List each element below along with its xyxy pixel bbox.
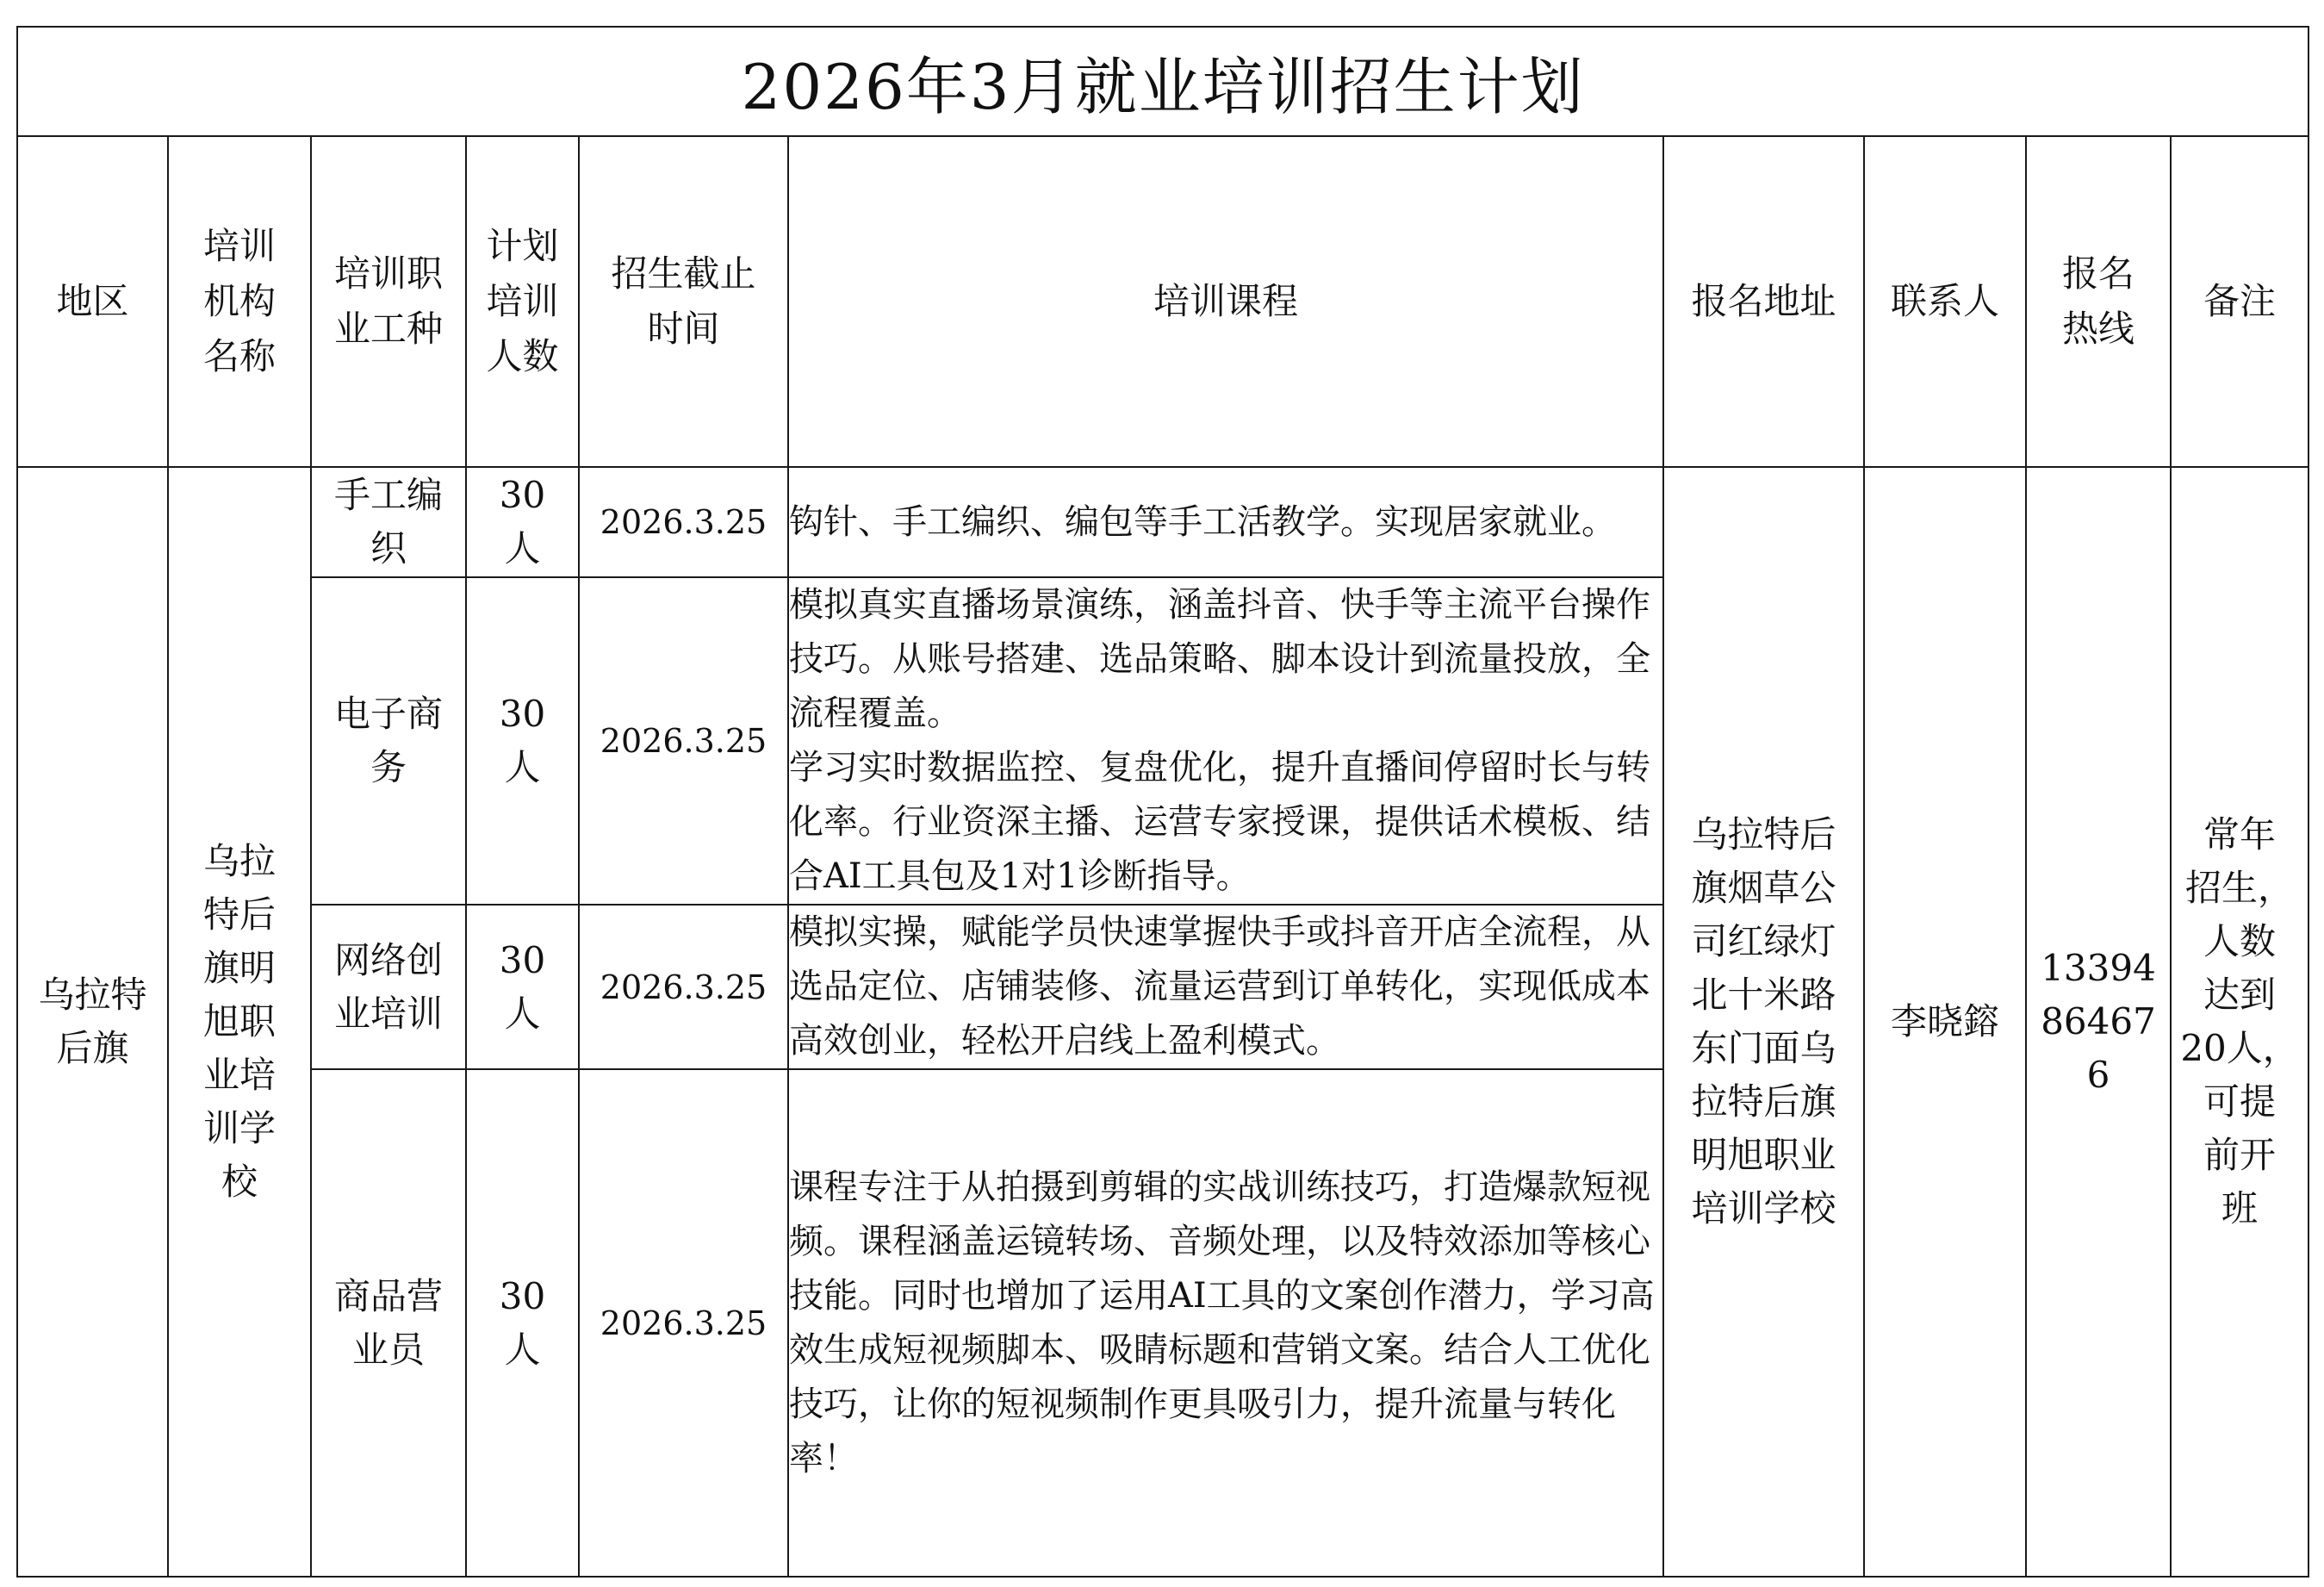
deadline-cell: 2026.3.25 — [579, 905, 788, 1069]
header-planned-count: 计划 培训 人数 — [466, 136, 579, 467]
header-remarks: 备注 — [2171, 136, 2308, 467]
count-cell: 30 人 — [466, 1069, 579, 1577]
header-address: 报名地址 — [1663, 136, 1864, 467]
page-title: 2026年3月就业培训招生计划 — [17, 27, 2308, 136]
region-cell: 乌拉特 后旗 — [17, 467, 168, 1577]
header-hotline: 报名 热线 — [2026, 136, 2171, 467]
occupation-cell: 手工编 织 — [311, 467, 466, 577]
contact-cell: 李晓鎔 — [1864, 467, 2026, 1577]
course-cell: 钩针、手工编织、编包等手工活教学。实现居家就业。 — [788, 467, 1663, 577]
course-cell: 模拟真实直播场景演练，涵盖抖音、快手等主流平台操作技巧。从账号搭建、选品策略、脚本设计到流量投放，全流程覆盖。 学习实时数据监控、复盘优化，提升直播间停留时长与转化率。行业资深主播、运营专家授课，提供话术模板、结合AI工具包及1对1诊断指导。 — [788, 577, 1663, 905]
course-cell: 课程专注于从拍摄到剪辑的实战训练技巧，打造爆款短视频。课程涵盖运镜转场、音频处理，以及特效添加等核心技能。同时也增加了运用AI工具的文案创作潜力，学习高效生成短视频脚本、吸睛标题和营销文案。结合人工优化技巧，让你的短视频制作更具吸引力，提升流量与转化率！ — [788, 1069, 1663, 1577]
header-occupation: 培训职 业工种 — [311, 136, 466, 467]
occupation-cell: 电子商 务 — [311, 577, 466, 905]
header-institution: 培训 机构 名称 — [168, 136, 311, 467]
occupation-cell: 商品营 业员 — [311, 1069, 466, 1577]
enrollment-plan-table — [16, 26, 2309, 1578]
header-deadline: 招生截止 时间 — [579, 136, 788, 467]
header-course: 培训课程 — [788, 136, 1663, 467]
hotline-cell: 13394 86467 6 — [2026, 467, 2171, 1577]
deadline-cell: 2026.3.25 — [579, 1069, 788, 1577]
count-cell: 30 人 — [466, 905, 579, 1069]
deadline-cell: 2026.3.25 — [579, 577, 788, 905]
header-contact: 联系人 — [1864, 136, 2026, 467]
deadline-cell: 2026.3.25 — [579, 467, 788, 577]
count-cell: 30 人 — [466, 467, 579, 577]
remarks-cell: 常年 招生， 人数 达到 20人， 可提 前开 班 — [2171, 467, 2308, 1577]
institution-cell: 乌拉 特后 旗明 旭职 业培 训学 校 — [168, 467, 311, 1577]
table-row — [17, 467, 2308, 577]
header-row — [17, 136, 2308, 467]
count-cell: 30 人 — [466, 577, 579, 905]
address-cell: 乌拉特后 旗烟草公 司红绿灯 北十米路 东门面乌 拉特后旗 明旭职业 培训学校 — [1663, 467, 1864, 1577]
header-region: 地区 — [17, 136, 168, 467]
occupation-cell: 网络创 业培训 — [311, 905, 466, 1069]
course-cell: 模拟实操，赋能学员快速掌握快手或抖音开店全流程，从选品定位、店铺装修、流量运营到订单转化，实现低成本高效创业，轻松开启线上盈利模式。 — [788, 905, 1663, 1069]
